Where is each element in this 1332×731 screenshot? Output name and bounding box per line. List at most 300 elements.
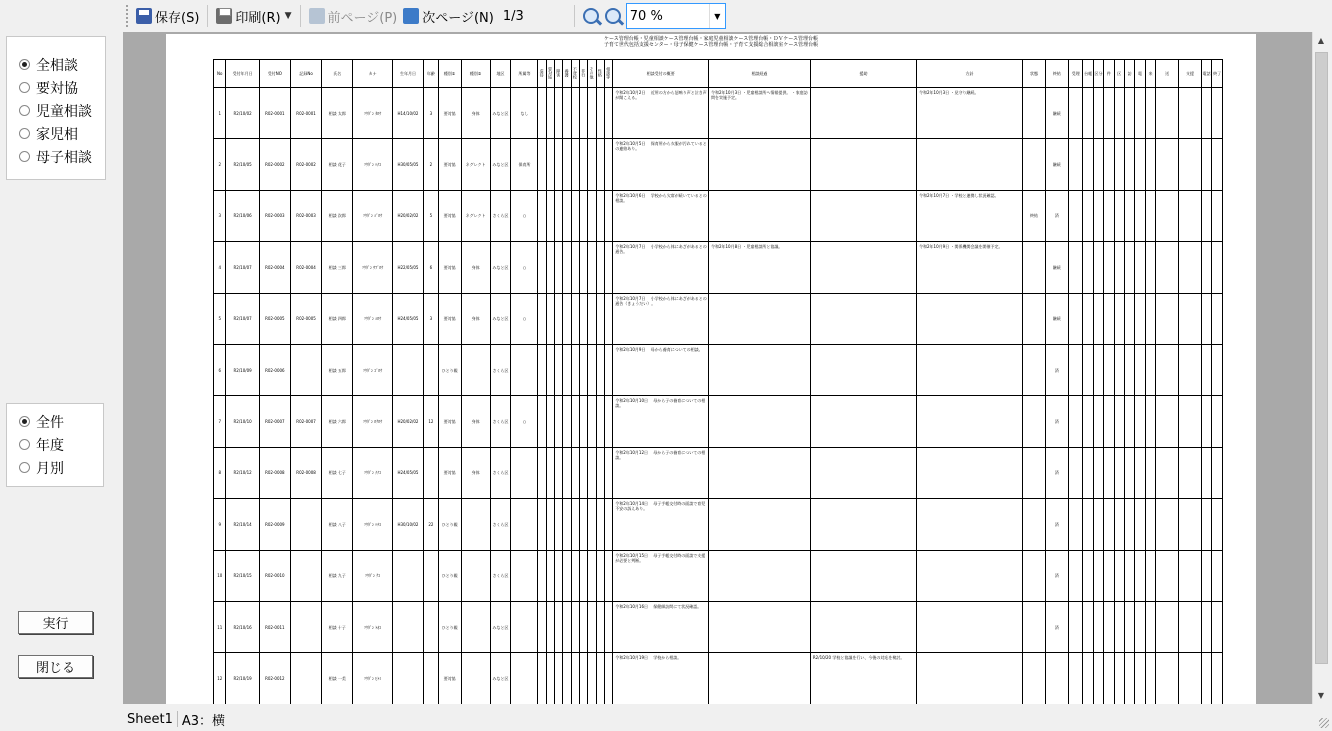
cell-empty	[1104, 396, 1114, 447]
radio-button-icon[interactable]	[19, 151, 30, 162]
cell-jotai	[1023, 344, 1046, 395]
cell-empty	[580, 293, 588, 344]
cell-kana: ｿｳﾀﾞﾝ ﾄｵｺ	[353, 601, 393, 652]
cell-empty	[555, 344, 563, 395]
cell-id: R02-0002	[259, 139, 290, 190]
cell-date: R2/10/12	[226, 447, 259, 498]
cell-empty	[596, 242, 604, 293]
cell-empty	[563, 293, 571, 344]
category-radio-label: 児童相談	[36, 103, 92, 120]
cell-id: R02-0007	[259, 396, 290, 447]
report-header-cell: 記録No	[290, 60, 321, 88]
cell-kana: ｿｳﾀﾞﾝ ﾋﾄﾐ	[353, 653, 393, 704]
save-icon	[136, 8, 152, 24]
cell-empty	[563, 344, 571, 395]
cell-kana: ｿｳﾀﾞﾝ ｼﾛｳ	[353, 293, 393, 344]
cell-empty	[555, 653, 563, 704]
cell-empty	[546, 550, 554, 601]
cell-dob: H20/02/02	[392, 190, 423, 241]
cell-empty	[571, 190, 579, 241]
cell-empty	[580, 190, 588, 241]
cell-area: さくら区	[490, 344, 511, 395]
cell-empty	[1068, 139, 1083, 190]
cell-empty	[1201, 601, 1211, 652]
radio-button-icon[interactable]	[19, 439, 30, 450]
cell-k2	[461, 601, 490, 652]
cell-empty	[580, 344, 588, 395]
cell-empty	[1093, 550, 1103, 601]
cell-enjo: R2/10/20 学校と協議を行い、今後の対応を検討。	[810, 653, 916, 704]
cell-empty	[1124, 88, 1134, 139]
cell-enjo	[810, 88, 916, 139]
cell-empty	[1212, 499, 1223, 550]
scroll-up-icon[interactable]: ▲	[1317, 36, 1325, 45]
cell-empty	[1083, 601, 1093, 652]
report-header-cell: 種別①	[438, 60, 461, 88]
close-button[interactable]: 閉じる	[18, 655, 93, 678]
table-row[interactable]	[214, 653, 1223, 704]
report-header-cell: 終了	[1212, 60, 1223, 88]
report-header-cell: その他	[588, 60, 596, 88]
cell-area: みなと区	[490, 242, 511, 293]
cell-kana: ｿｳﾀﾞﾝ ﾛｸﾛｳ	[353, 396, 393, 447]
cell-empty	[1156, 293, 1179, 344]
cell-empty	[1068, 344, 1083, 395]
table-row[interactable]	[214, 242, 1223, 293]
report-header-cell: カナ	[353, 60, 393, 88]
cell-empty	[1145, 190, 1155, 241]
cell-id: R02-0011	[259, 601, 290, 652]
cell-empty	[1104, 293, 1114, 344]
vertical-scrollbar[interactable]	[1312, 32, 1329, 704]
cell-empty	[588, 88, 596, 139]
table-row[interactable]	[214, 601, 1223, 652]
cell-empty	[588, 447, 596, 498]
cell-empty	[1083, 396, 1093, 447]
cell-shuketsu: 継続	[1045, 242, 1068, 293]
cell-empty	[563, 242, 571, 293]
cell-name: 相談 一美	[322, 653, 353, 704]
cell-empty	[571, 396, 579, 447]
report-header-cell: 不登校	[571, 60, 579, 88]
scroll-down-icon[interactable]: ▼	[1317, 691, 1325, 700]
cell-empty	[538, 396, 546, 447]
cell-date: R2/10/07	[226, 242, 259, 293]
cell-rec: R02-0004	[290, 242, 321, 293]
cell-empty	[1114, 88, 1124, 139]
cell-no: 2	[214, 139, 226, 190]
table-row[interactable]	[214, 447, 1223, 498]
report-header-cell: No	[214, 60, 226, 88]
cell-empty	[1145, 550, 1155, 601]
cell-jotai	[1023, 242, 1046, 293]
cell-name: 相談 太郎	[322, 88, 353, 139]
table-row[interactable]	[214, 396, 1223, 447]
cell-empty	[604, 601, 612, 652]
cell-empty	[1201, 344, 1211, 395]
cell-dob	[392, 344, 423, 395]
period-radio-label: 年度	[36, 437, 64, 454]
report-header-cell: 受理	[1068, 60, 1083, 88]
cell-empty	[1135, 344, 1145, 395]
table-row[interactable]	[214, 499, 1223, 550]
cell-empty	[546, 601, 554, 652]
cell-empty	[1068, 190, 1083, 241]
table-row[interactable]	[214, 139, 1223, 190]
report-header-cell: 訪	[1124, 60, 1134, 88]
cell-empty	[604, 190, 612, 241]
cell-empty	[571, 88, 579, 139]
category-radio-4[interactable]	[19, 145, 105, 168]
cell-shuketsu: 済	[1045, 344, 1068, 395]
category-radio-0[interactable]	[19, 53, 105, 76]
cell-date: R2/10/09	[226, 344, 259, 395]
cell-empty	[1114, 653, 1124, 704]
cell-empty	[1104, 242, 1114, 293]
table-row[interactable]	[214, 293, 1223, 344]
cell-area: さくら区	[490, 190, 511, 241]
cell-empty	[1145, 139, 1155, 190]
cell-empty	[1124, 190, 1134, 241]
cell-empty	[1212, 242, 1223, 293]
scrollbar-thumb[interactable]	[1315, 52, 1328, 664]
period-radio-label: 全件	[36, 414, 64, 431]
cell-empty	[1093, 190, 1103, 241]
cell-k2: 身体	[461, 242, 490, 293]
table-row[interactable]	[214, 88, 1223, 139]
prev-page-button[interactable]: 前ページ(P)	[306, 4, 401, 28]
cell-no: 7	[214, 396, 226, 447]
cell-dob: H24/05/05	[392, 447, 423, 498]
cell-jotai: 終結	[1023, 190, 1046, 241]
cell-empty	[596, 88, 604, 139]
cell-empty	[1156, 499, 1179, 550]
report-header-row	[214, 60, 1223, 88]
print-dropdown-icon[interactable]: ▼	[284, 11, 292, 21]
table-row[interactable]	[214, 550, 1223, 601]
cell-summary: 令和2年10月7日 小学校から体にあざがあるとの通告。	[613, 242, 709, 293]
zoom-out-button[interactable]	[602, 4, 624, 28]
cell-jotai	[1023, 447, 1046, 498]
cell-age: 3	[424, 293, 439, 344]
cell-empty	[1093, 344, 1103, 395]
cell-empty	[1083, 242, 1093, 293]
cell-k1: ひとり親	[438, 550, 461, 601]
print-icon	[216, 8, 232, 24]
prev-page-icon	[309, 8, 325, 24]
cell-empty	[1179, 396, 1202, 447]
resize-grip-icon[interactable]	[1319, 718, 1329, 728]
cell-enjo	[810, 242, 916, 293]
table-row[interactable]	[214, 190, 1223, 241]
cell-kana: ｿｳﾀﾞﾝ ﾊﾅｺ	[353, 139, 393, 190]
category-radio-1[interactable]	[19, 76, 105, 99]
cell-no: 10	[214, 550, 226, 601]
cell-rec	[290, 653, 321, 704]
toolbar-grip[interactable]	[126, 5, 129, 27]
radio-button-icon[interactable]	[19, 82, 30, 93]
cell-k2: 身体	[461, 88, 490, 139]
cell-empty	[1156, 601, 1179, 652]
cell-empty	[1083, 190, 1093, 241]
period-radio-0[interactable]	[19, 410, 103, 433]
radio-button-icon[interactable]	[19, 59, 30, 70]
cell-empty	[1093, 396, 1103, 447]
zoom-dropdown-icon[interactable]: ▼	[709, 4, 725, 28]
cell-shozoku	[511, 499, 538, 550]
cell-empty	[1212, 396, 1223, 447]
cell-empty	[1093, 139, 1103, 190]
cell-empty	[1145, 653, 1155, 704]
cell-empty	[555, 601, 563, 652]
cell-empty	[555, 293, 563, 344]
cell-area: さくら区	[490, 550, 511, 601]
cell-k1: ひとり親	[438, 601, 461, 652]
report-header-cell: 障害	[555, 60, 563, 88]
cell-empty	[596, 653, 604, 704]
radio-button-icon[interactable]	[19, 462, 30, 473]
cell-keika	[708, 139, 810, 190]
cell-empty	[563, 550, 571, 601]
cell-empty	[1083, 499, 1093, 550]
next-page-icon	[403, 8, 419, 24]
cell-dob: H20/02/02	[392, 396, 423, 447]
cell-empty	[1068, 396, 1083, 447]
cell-summary: 令和2年10月14日 母子手帳交付時の面談で育児不安の訴えあり。	[613, 499, 709, 550]
cell-empty	[1201, 242, 1211, 293]
print-preview-area[interactable]	[123, 32, 1312, 704]
radio-button-icon[interactable]	[19, 416, 30, 427]
cell-empty	[1145, 293, 1155, 344]
cell-empty	[596, 139, 604, 190]
cell-empty	[546, 499, 554, 550]
report-header-cell: 方針	[917, 60, 1023, 88]
cell-date: R2/10/06	[226, 190, 259, 241]
cell-empty	[1104, 344, 1114, 395]
cell-empty	[588, 242, 596, 293]
preview-page	[166, 34, 1256, 704]
cell-date: R2/10/16	[226, 601, 259, 652]
category-radio-label: 母子相談	[36, 149, 92, 166]
cell-id: R02-0001	[259, 88, 290, 139]
cell-empty	[596, 344, 604, 395]
period-radio-list	[19, 410, 103, 479]
cell-rec: R02-0007	[290, 396, 321, 447]
cell-keika	[708, 550, 810, 601]
cell-empty	[1124, 653, 1134, 704]
cell-empty	[1135, 447, 1145, 498]
cell-empty	[546, 344, 554, 395]
cell-empty	[1124, 601, 1134, 652]
cell-empty	[1114, 499, 1124, 550]
cell-shuketsu: 済	[1045, 499, 1068, 550]
save-button[interactable]: 保存(S)	[133, 4, 202, 28]
cell-empty	[1068, 447, 1083, 498]
cell-empty	[596, 293, 604, 344]
cell-rec: R02-0008	[290, 447, 321, 498]
cell-enjo	[810, 499, 916, 550]
cell-empty	[1083, 293, 1093, 344]
cell-empty	[546, 653, 554, 704]
cell-empty	[555, 139, 563, 190]
cell-empty	[604, 499, 612, 550]
cell-name: 相談 花子	[322, 139, 353, 190]
cell-no: 4	[214, 242, 226, 293]
cell-dob: H30/10/02	[392, 499, 423, 550]
table-row[interactable]	[214, 344, 1223, 395]
period-radio-1[interactable]	[19, 433, 103, 456]
category-radio-2[interactable]	[19, 99, 105, 122]
cell-empty	[1124, 139, 1134, 190]
cell-keika	[708, 344, 810, 395]
cell-date: R2/10/05	[226, 139, 259, 190]
cell-empty	[1212, 139, 1223, 190]
cell-empty	[604, 447, 612, 498]
cell-empty	[546, 293, 554, 344]
cell-empty	[588, 396, 596, 447]
cell-empty	[1212, 344, 1223, 395]
report-header-cell: 性格	[596, 60, 604, 88]
cell-hoshin	[917, 293, 1023, 344]
report-header-cell: 相談受付の概要	[613, 60, 709, 88]
cell-age: 5	[424, 190, 439, 241]
cell-k2	[461, 499, 490, 550]
cell-empty	[546, 190, 554, 241]
cell-empty	[604, 293, 612, 344]
cell-empty	[1145, 396, 1155, 447]
cell-empty	[1093, 653, 1103, 704]
category-radio-label: 要対協	[36, 80, 78, 97]
cell-enjo	[810, 139, 916, 190]
cell-kana: ｿｳﾀﾞﾝ ﾊﾁｺ	[353, 499, 393, 550]
cell-empty	[1156, 653, 1179, 704]
cell-empty	[571, 293, 579, 344]
cell-empty	[1068, 242, 1083, 293]
cell-empty	[1135, 499, 1145, 550]
cell-empty	[1135, 550, 1145, 601]
cell-empty	[546, 139, 554, 190]
cell-empty	[571, 344, 579, 395]
radio-button-icon[interactable]	[19, 128, 30, 139]
cell-hoshin	[917, 601, 1023, 652]
cell-keika	[708, 293, 810, 344]
cell-empty	[1104, 499, 1114, 550]
cell-shuketsu: 済	[1045, 396, 1068, 447]
cell-k2: 身体	[461, 396, 490, 447]
cell-empty	[1156, 344, 1179, 395]
radio-button-icon[interactable]	[19, 105, 30, 116]
cell-empty	[1124, 447, 1134, 498]
zoom-input[interactable]	[627, 4, 709, 28]
cell-k1: 要対協	[438, 190, 461, 241]
cell-id: R02-0006	[259, 344, 290, 395]
print-button[interactable]: 印刷(R) ▼	[213, 4, 294, 28]
cell-empty	[1104, 190, 1114, 241]
cell-rec: R02-0005	[290, 293, 321, 344]
cell-shozoku: なし	[511, 88, 538, 139]
cell-name: 相談 六郎	[322, 396, 353, 447]
cell-empty	[1114, 550, 1124, 601]
zoom-in-button[interactable]	[580, 4, 602, 28]
cell-empty	[1156, 242, 1179, 293]
cell-empty	[1093, 499, 1103, 550]
run-button[interactable]: 実行	[18, 611, 93, 634]
report-header-cell: 受付年月日	[226, 60, 259, 88]
cell-empty	[538, 447, 546, 498]
cell-shozoku: ○	[511, 190, 538, 241]
cell-kana: ｿｳﾀﾞﾝ ｻﾌﾞﾛｳ	[353, 242, 393, 293]
cell-empty	[571, 447, 579, 498]
report-header-cell: 虐待	[538, 60, 546, 88]
cell-name: 相談 七子	[322, 447, 353, 498]
cell-empty	[1093, 293, 1103, 344]
zoom-combobox[interactable]	[626, 3, 726, 29]
cell-shuketsu: 済	[1045, 550, 1068, 601]
period-radio-2[interactable]	[19, 456, 103, 479]
cell-no: 1	[214, 88, 226, 139]
cell-empty	[596, 396, 604, 447]
cell-empty	[580, 396, 588, 447]
cell-k2: ネグレクト	[461, 190, 490, 241]
report-header-cell: 送	[1156, 60, 1179, 88]
next-page-button[interactable]: 次ページ(N)	[400, 4, 497, 28]
cell-no: 5	[214, 293, 226, 344]
cell-empty	[596, 499, 604, 550]
cell-empty	[1083, 550, 1093, 601]
report-header-cell: 種別②	[461, 60, 490, 88]
cell-date: R2/10/14	[226, 499, 259, 550]
zoom-in-icon	[583, 8, 599, 24]
cell-empty	[538, 190, 546, 241]
cell-empty	[1201, 499, 1211, 550]
sheet-name: Sheet1	[127, 711, 173, 727]
toolbar-separator	[207, 5, 208, 27]
cell-empty	[1145, 344, 1155, 395]
cell-empty	[1212, 293, 1223, 344]
cell-age: 3	[424, 88, 439, 139]
cell-empty	[1201, 396, 1211, 447]
cell-dob	[392, 653, 423, 704]
report-header-cell: 相談経過	[708, 60, 810, 88]
cell-jotai	[1023, 396, 1046, 447]
cell-empty	[1135, 293, 1145, 344]
cell-summary: 令和2年10月10日 母から子の養育についての相談。	[613, 396, 709, 447]
cell-no: 9	[214, 499, 226, 550]
category-radio-3[interactable]	[19, 122, 105, 145]
status-bar	[123, 707, 1332, 731]
cell-empty	[538, 139, 546, 190]
cell-shozoku	[511, 344, 538, 395]
cell-shuketsu: 継続	[1045, 139, 1068, 190]
cell-dob: H24/05/05	[392, 293, 423, 344]
report-header-cell: 要対協	[546, 60, 554, 88]
cell-empty	[604, 344, 612, 395]
report-header-cell: 養護	[563, 60, 571, 88]
cell-empty	[1068, 499, 1083, 550]
cell-empty	[571, 139, 579, 190]
report-header-cell: 区分	[1093, 60, 1103, 88]
cell-shuketsu: 継続	[1045, 293, 1068, 344]
report-header-cell: 地区	[490, 60, 511, 88]
cell-empty	[1135, 242, 1145, 293]
cell-empty	[1179, 653, 1202, 704]
cell-rec: R02-0001	[290, 88, 321, 139]
cell-empty	[604, 396, 612, 447]
cell-k2: 身体	[461, 293, 490, 344]
category-radio-label: 家児相	[36, 126, 78, 143]
cell-empty	[555, 499, 563, 550]
cell-empty	[1145, 601, 1155, 652]
